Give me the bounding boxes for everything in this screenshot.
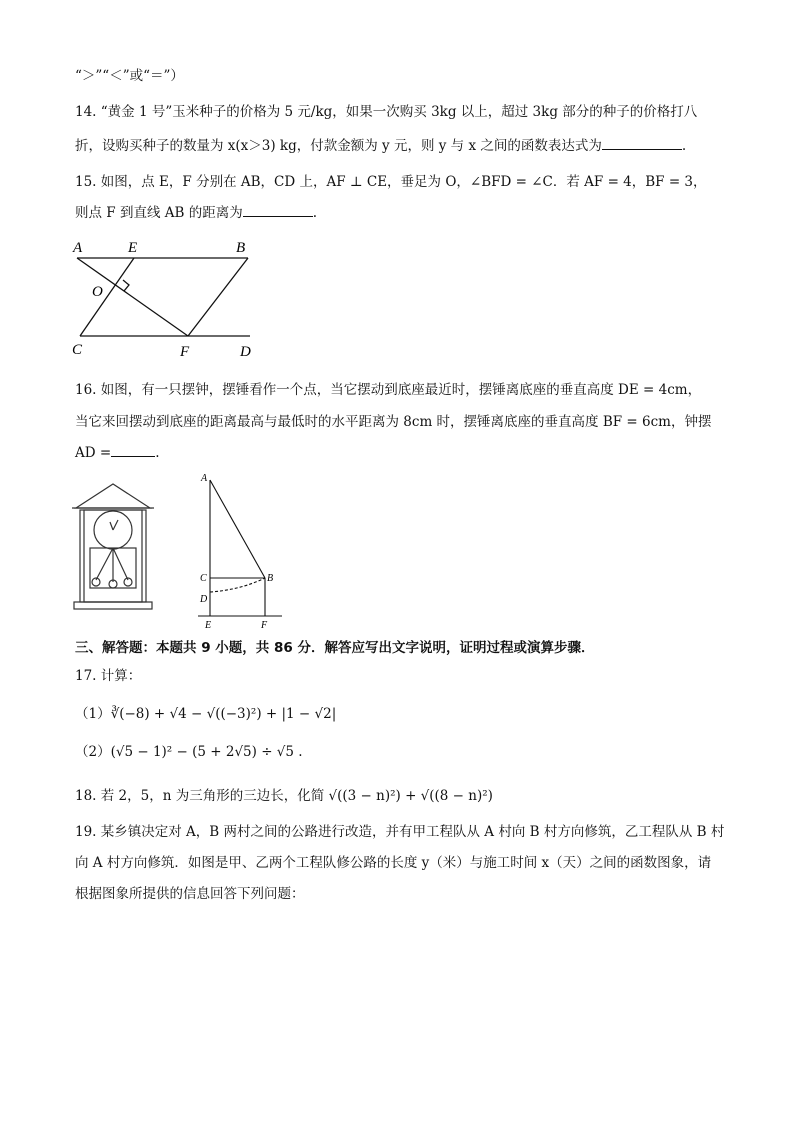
label-b: B — [236, 240, 246, 256]
question-19-line-1: 19. 某乡镇决定对 A，B 两村之间的公路进行改造，并有甲工程队从 A 村向 B 村方向修筑，乙工程队从 B 村 — [75, 824, 725, 840]
question-18: 18. 若 2，5，n 为三角形的三边长，化简 √((3 − n)²) + √((8 − n)²) — [75, 788, 493, 804]
question-17-part-1: （1）∛(−8) + √4 − √((−3)²) + |1 − √2| — [75, 706, 337, 722]
question-19-line-2: 向 A 村方向修筑．如图是甲、乙两个工程队修公路的长度 y（米）与施工时间 x（天）之间的函数图象，请 — [75, 855, 712, 871]
label-e: E — [205, 620, 212, 631]
segment-ab — [210, 480, 265, 578]
swing-arc — [210, 578, 265, 592]
segment-bf — [188, 258, 248, 336]
label-e: E — [128, 240, 138, 256]
label-a: A — [201, 473, 208, 484]
question-15-line-2: 则点 F 到直线 AB 的距离为 . — [75, 202, 317, 223]
answer-blank[interactable] — [111, 442, 155, 457]
section-3-heading: 三、解答题：本题共 9 小题，共 86 分．解答应写出文字说明，证明过程或演算步骤． — [75, 640, 595, 656]
label-a: A — [73, 240, 83, 256]
label-f: F — [261, 620, 268, 631]
label-d: D — [200, 594, 208, 605]
question-14-line-2: 折，设购买种子的数量为 x(x＞3) kg，付款金额为 y 元，则 y 与 x 之间的函数表达式为 . — [75, 135, 686, 156]
question-17-part-2: （2）(√5 − 1)² − (5 + 2√5) ÷ √5 . — [75, 744, 303, 760]
clock-roof — [76, 484, 150, 508]
question-15-line-1: 15. 如图，点 E，F 分别在 AB，CD 上，AF ⊥ CE，垂足为 O，∠BFD = ∠C．若 AF = 4，BF = 3， — [75, 174, 707, 190]
answer-blank[interactable] — [602, 135, 682, 150]
clock-hand — [113, 520, 118, 530]
segment-ce — [80, 258, 134, 336]
figure-q15 — [70, 236, 270, 361]
label-b: B — [267, 573, 274, 584]
right-angle-mark — [123, 280, 129, 291]
figure-q16 — [190, 468, 290, 633]
answer-blank[interactable] — [243, 202, 313, 217]
question-14-line-1: 14. “黄金 1 号”玉米种子的价格为 5 元/kg，如果一次购买 3kg 以上，超过 3kg 部分的种子的价格打八 — [75, 104, 698, 120]
question-19-line-3: 根据图象所提供的信息回答下列问题： — [75, 886, 305, 902]
label-o: O — [92, 284, 103, 300]
label-c: C — [200, 573, 207, 584]
label-c: C — [72, 342, 83, 358]
question-16-line-2: 当它来回摆动到底座的距离最高与最低时的水平距离为 8cm 时，摆锤离底座的垂直高度 BF = 6cm，钟摆 — [75, 414, 712, 430]
label-d: D — [240, 344, 251, 360]
clock-base — [74, 602, 152, 609]
clock-illustration — [70, 482, 156, 614]
question-17: 17. 计算： — [75, 668, 142, 684]
question-16-line-3: AD = . — [75, 442, 159, 463]
label-f: F — [180, 344, 190, 360]
text-line: “＞”“＜”或“＝”） — [75, 68, 184, 84]
question-16-line-1: 16. 如图，有一只摆钟，摆锤看作一个点，当它摆动到底座最近时，摆锤离底座的垂直高度 DE = 4cm， — [75, 382, 702, 398]
